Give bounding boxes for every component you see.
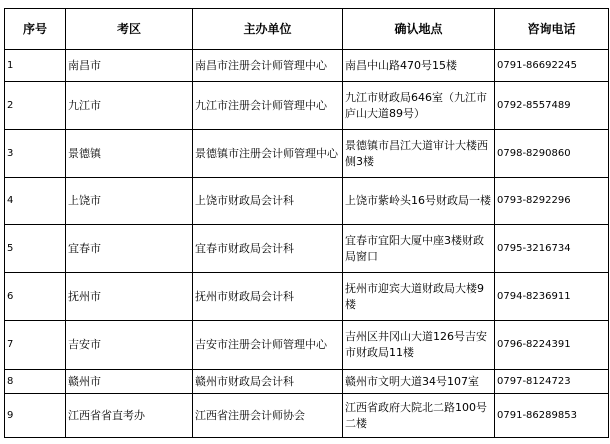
row-area: 吉安市 [66,321,193,370]
table-row [5,82,609,130]
table-row [5,394,609,438]
row-place: 景德镇市昌江大道审计大楼西侧3楼 [343,130,495,178]
table-row [5,130,609,178]
header-place: 确认地点 [343,9,495,50]
table-row [5,50,609,82]
header-area: 考区 [66,9,193,50]
row-phone: 0792-8557489 [495,82,609,130]
row-place: 江西省政府大院北二路100号二楼 [343,394,495,438]
row-org: 抚州市财政局会计科 [193,273,343,321]
exam-sites-table [4,8,609,438]
row-area: 九江市 [66,82,193,130]
row-no: 1 [5,50,66,82]
header-no: 序号 [5,9,66,50]
row-org: 江西省注册会计师协会 [193,394,343,438]
table-row [5,370,609,394]
row-place: 赣州市文明大道34号107室 [343,370,495,394]
row-area: 抚州市 [66,273,193,321]
row-phone: 0797-8124723 [495,370,609,394]
header-phone: 咨询电话 [495,9,609,50]
row-place: 抚州市迎宾大道财政局大楼9楼 [343,273,495,321]
row-phone: 0795-3216734 [495,225,609,273]
row-org: 南昌市注册会计师管理中心 [193,50,343,82]
row-phone: 0791-86289853 [495,394,609,438]
row-no: 7 [5,321,66,370]
row-no: 6 [5,273,66,321]
row-phone: 0796-8224391 [495,321,609,370]
row-area: 景德镇 [66,130,193,178]
row-phone: 0791-86692245 [495,50,609,82]
row-place: 南昌中山路470号15楼 [343,50,495,82]
row-org: 吉安市注册会计师管理中心 [193,321,343,370]
row-place: 吉州区井冈山大道126号吉安市财政局11楼 [343,321,495,370]
row-org: 九江市注册会计师管理中心 [193,82,343,130]
row-org: 宜春市财政局会计科 [193,225,343,273]
row-area: 江西省省直考办 [66,394,193,438]
row-org: 赣州市财政局会计科 [193,370,343,394]
row-phone: 0793-8292296 [495,178,609,225]
row-place: 九江市财政局646室（九江市庐山大道89号） [343,82,495,130]
row-no: 3 [5,130,66,178]
header-org: 主办单位 [193,9,343,50]
row-phone: 0794-8236911 [495,273,609,321]
table-row [5,178,609,225]
row-area: 赣州市 [66,370,193,394]
row-org: 上饶市财政局会计科 [193,178,343,225]
row-no: 9 [5,394,66,438]
row-place: 上饶市紫岭头16号财政局一楼 [343,178,495,225]
row-no: 8 [5,370,66,394]
row-no: 2 [5,82,66,130]
row-area: 上饶市 [66,178,193,225]
row-area: 南昌市 [66,50,193,82]
row-phone: 0798-8290860 [495,130,609,178]
row-no: 4 [5,178,66,225]
row-org: 景德镇市注册会计师管理中心 [193,130,343,178]
row-place: 宜春市宜阳大厦中座3楼财政局窗口 [343,225,495,273]
header-row [5,9,609,50]
table-row [5,321,609,370]
table-row [5,273,609,321]
table-row [5,225,609,273]
row-no: 5 [5,225,66,273]
row-area: 宜春市 [66,225,193,273]
